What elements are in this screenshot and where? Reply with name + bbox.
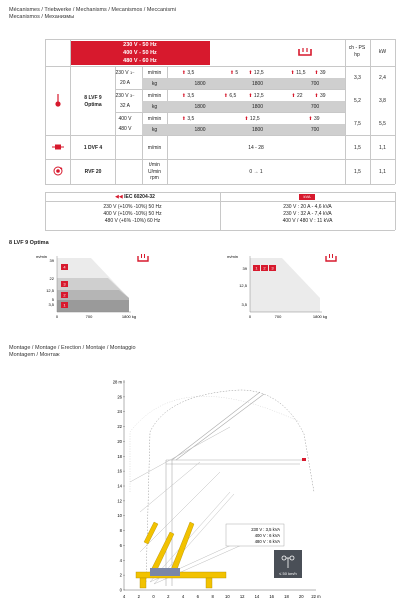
- title-line-1: Montage / Montage / Erection / Montaje / Montaggio: [9, 345, 136, 351]
- unit-label: kg: [151, 80, 158, 87]
- speed-value: ⬆ 6,5: [223, 93, 237, 99]
- trolley-speed: 14 - 28: [248, 144, 264, 151]
- gear-label: 3: [271, 265, 274, 271]
- speed-value: ⬆ 12,5: [248, 70, 264, 76]
- power-kw: 1,1: [379, 144, 386, 151]
- power-table: [45, 192, 395, 232]
- voltage-line: 230 V - 50 Hz: [123, 42, 157, 48]
- power-kw: 1,1: [379, 169, 386, 175]
- gear-label: 2: [63, 292, 66, 298]
- x-tick: 18: [284, 594, 289, 599]
- y-tick: 0: [119, 587, 122, 593]
- erection-power: 480 V : 6 kVA: [254, 539, 280, 544]
- load-chart-left: [9, 250, 169, 320]
- x-tick: 2: [137, 594, 140, 599]
- gear-label: 3: [63, 281, 66, 287]
- y-tick: 39: [49, 258, 54, 263]
- load-value: 700: [310, 126, 320, 133]
- title-line-1: Mécanismes / Triebwerke / Mechanisms / Mecanismos / Meccanismi: [9, 7, 176, 13]
- power-ch: 1,5: [354, 169, 361, 175]
- y-tick: 10: [117, 513, 122, 519]
- hoist-model: 8 LVF 9: [84, 94, 102, 101]
- x-tick: 16: [269, 594, 275, 599]
- speed-value: ⬆ 3,5: [181, 93, 195, 99]
- x-tick: 12: [239, 594, 245, 599]
- row2-amps: 32 A: [119, 103, 130, 109]
- unit-label: m/min: [147, 116, 162, 122]
- x-tick: 0: [248, 314, 252, 319]
- x-tick: 2: [167, 594, 170, 599]
- load-charts-title: 8 LVF 9 Optima: [9, 240, 49, 246]
- gear-label: 1: [255, 265, 258, 271]
- x-tick: 0: [152, 594, 155, 599]
- load-value: 1800: [194, 80, 206, 87]
- title-line-2: Mecanismos / Механизмы: [9, 14, 75, 20]
- voltage-line: 400 V - 50 Hz: [123, 50, 157, 56]
- speed-value: ⬆ 39: [314, 70, 326, 76]
- power-kw: 5,5: [379, 121, 386, 127]
- x-tick: 20: [298, 594, 304, 599]
- y-tick: 26: [117, 394, 122, 400]
- kva-rating: 400 V / 480 V : 11 kVA: [282, 218, 333, 224]
- speed-value: ⬆ 5: [229, 70, 239, 76]
- wind-limit: ≤ 50 km/h: [279, 571, 297, 576]
- load-value: 700: [310, 103, 320, 110]
- row3-voltage-2: 480 V: [118, 126, 132, 132]
- power-ch: 5,2: [354, 98, 361, 104]
- gear-label: 2: [263, 265, 266, 271]
- hoist-icon: [54, 94, 62, 108]
- load-value: 1800: [194, 126, 206, 133]
- kva-rating: 230 V : 32 A - 7,4 kVA: [283, 211, 332, 217]
- power-ch: 3,3: [354, 75, 361, 81]
- voltage-header: [70, 41, 210, 65]
- voltage-line: 480 V - 60 Hz: [123, 58, 157, 64]
- y-tick: 12,5: [239, 283, 247, 288]
- unit-label: t/min: [149, 162, 160, 168]
- section-title-mechanisms: [9, 7, 176, 21]
- x-tick: 4: [181, 594, 185, 599]
- erection-diagram: [110, 372, 330, 606]
- power-kw: 3,8: [379, 98, 386, 104]
- y-tick: 14: [117, 483, 122, 489]
- power-ch: 1,5: [354, 144, 361, 151]
- speed-value: ⬆ 3,5: [181, 116, 195, 122]
- y-tick: 6: [119, 542, 122, 548]
- trolley-icon: [52, 143, 64, 151]
- voltage-ranges: [45, 204, 220, 225]
- slewing-speed: 0 → 1: [249, 169, 263, 175]
- x-tick: 1800 kg: [121, 314, 137, 319]
- unit-label: m/min: [147, 70, 162, 76]
- kva-ratings: [220, 204, 395, 225]
- unit-label: U/min: [147, 168, 162, 175]
- y-tick: 22: [49, 276, 54, 281]
- power-ch: 7,5: [354, 121, 361, 127]
- y-tick: 2: [119, 572, 122, 578]
- row3-voltage: 400 V: [118, 116, 132, 122]
- unit-label: rpm: [150, 175, 159, 181]
- y-tick: 12,5: [46, 288, 54, 293]
- unit-label: kg: [151, 126, 158, 133]
- voltage-range: 230 V (+10% -10%) 50 Hz: [103, 204, 162, 210]
- hoist-mechanism-icon: [326, 254, 336, 261]
- y-tick: 8: [119, 528, 122, 534]
- power-kw: 2,4: [379, 75, 386, 81]
- x-tick: 700: [274, 314, 282, 319]
- col-header-ch: ch - PS: [348, 45, 366, 51]
- y-tick: 28 m: [112, 379, 122, 385]
- unit-label: m/min: [147, 93, 162, 99]
- x-tick: 22 m: [311, 594, 321, 599]
- speed-value: ⬆ 22: [291, 93, 303, 99]
- iec-standard: ◀◀ IEC 60204-32: [115, 194, 155, 200]
- spec-table: [45, 39, 395, 184]
- load-value: 1800: [251, 126, 264, 133]
- section-title-erection: [9, 345, 136, 359]
- load-value: 1800: [194, 103, 206, 110]
- y-tick: 4: [119, 557, 122, 563]
- kva-rating: 230 V : 20 A - 4,6 kVA: [283, 204, 332, 210]
- hoist-mechanism-icon: [138, 254, 148, 261]
- erection-power: 230 V : 3,5 kVA: [251, 527, 280, 532]
- speed-value: ⬆ 39: [314, 93, 326, 99]
- load-chart-right: [210, 250, 370, 320]
- y-tick: 12: [117, 498, 122, 504]
- x-tick: 4: [122, 594, 126, 599]
- load-value: 1800: [251, 103, 264, 110]
- unit-label: m/min: [147, 144, 162, 151]
- y-tick: 20: [117, 438, 122, 444]
- y-tick: 3,5: [48, 302, 54, 307]
- x-tick: 0: [55, 314, 59, 319]
- y-tick: 3,5: [241, 302, 247, 307]
- erection-power: 400 V : 6 kVA: [254, 533, 280, 538]
- x-tick: 700: [85, 314, 93, 319]
- y-axis-label: m/min: [36, 254, 47, 259]
- x-tick: 1800 kg: [312, 314, 328, 319]
- y-tick: 22: [117, 424, 122, 430]
- row1-amps: 20 A: [119, 80, 130, 86]
- hoist-model-sub: Optima: [84, 101, 102, 108]
- row2-voltage: 230 V 3~: [115, 93, 135, 99]
- load-value: 1800: [251, 80, 264, 87]
- y-axis-label: m/min: [227, 254, 238, 259]
- speed-value: ⬆ 12,5: [244, 116, 260, 122]
- x-tick: 10: [225, 594, 230, 599]
- voltage-range: 480 V (+6% -10%) 60 Hz: [104, 218, 161, 224]
- col-header-hp: hp: [354, 52, 360, 58]
- unit-label-rpm: [142, 162, 167, 182]
- row1-voltage: 230 V 1~: [115, 70, 135, 76]
- y-tick: 18: [117, 453, 122, 459]
- voltage-range: 400 V (+10% -10%) 50 Hz: [103, 211, 162, 217]
- col-header-kw: kW: [378, 49, 387, 55]
- gear-label: 1: [63, 302, 66, 308]
- unit-label: kg: [151, 103, 158, 110]
- hoist-mechanism-icon: [298, 47, 312, 57]
- trolley-model: 1 DVF 4: [83, 144, 103, 151]
- speed-value: ⬆ 11,5: [290, 70, 306, 76]
- speed-value: ⬆ 39: [308, 116, 320, 122]
- x-tick: 14: [254, 594, 260, 599]
- x-tick: 8: [211, 594, 214, 599]
- kva-icon: kVA: [299, 194, 315, 200]
- gear-label: 4: [63, 264, 66, 270]
- y-tick: 16: [117, 468, 122, 474]
- slewing-model: RVF 20: [84, 169, 102, 175]
- speed-value: ⬆ 3,5: [181, 70, 195, 76]
- y-tick: 5: [51, 297, 54, 302]
- slewing-icon: [53, 166, 63, 176]
- title-line-2: Montagem / Монтаж: [9, 352, 60, 358]
- x-tick: 6: [196, 594, 200, 599]
- load-value: 700: [310, 80, 320, 87]
- y-tick: 39: [242, 266, 247, 271]
- y-tick: 24: [117, 409, 122, 415]
- speed-value: ⬆ 12,5: [248, 93, 264, 99]
